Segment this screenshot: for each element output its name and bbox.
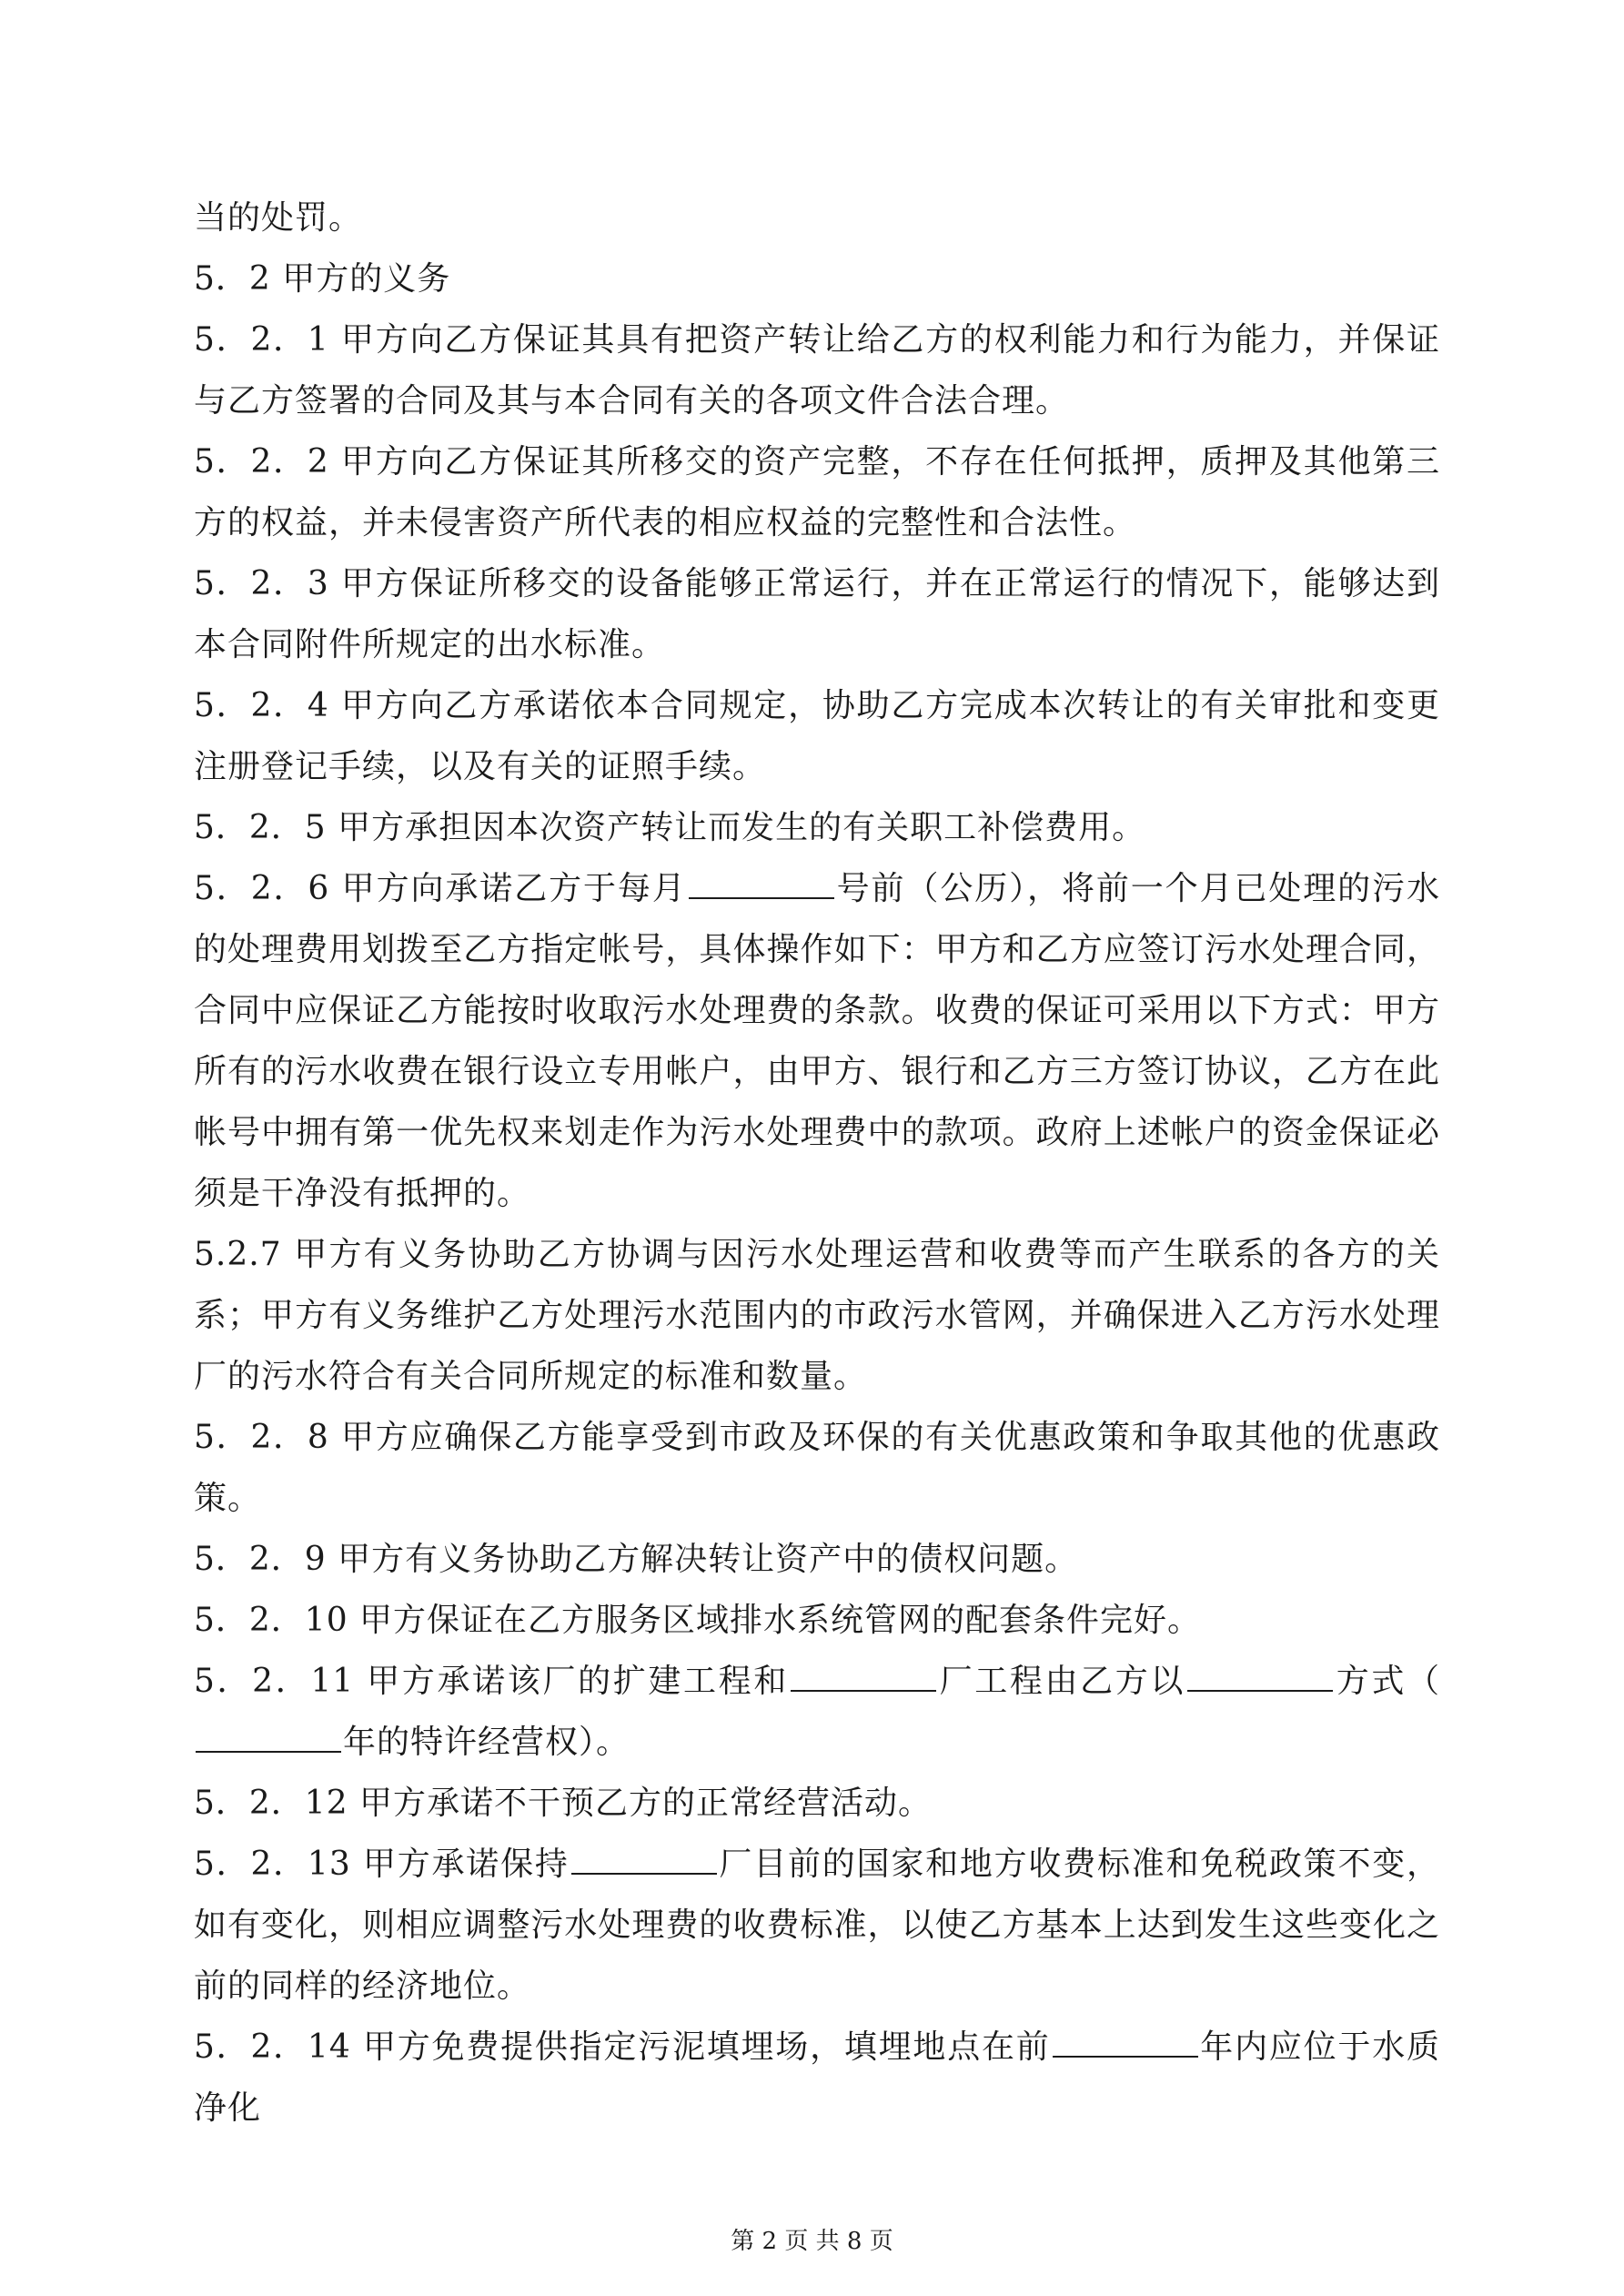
- fill-in-blank: [1053, 2028, 1198, 2058]
- clause-5-2-5: 5．2．5 甲方承担因本次资产转让而发生的有关职工补偿费用。: [194, 809, 1146, 846]
- clause-5-2-7: 5.2.7 甲方有义务协助乙方协调与因污水处理运营和收费等而产生联系的各方的关系；甲方有义务维护乙方处理污水范围内的市政污水管网，并确保进入乙方污水处理厂的污水符合有关合同所规定的标准和数量。: [194, 1236, 1440, 1395]
- clause-5-2-11: 5．2．11 甲方承诺该厂的扩建工程和 厂工程由乙方以 方式（年的特许经营权）。: [194, 1663, 1440, 1761]
- fill-in-blank: [571, 1846, 717, 1875]
- clause-5-2-1: 5．2．1 甲方向乙方保证其具有把资产转让给乙方的权利能力和行为能力，并保证与乙方签署的合同及其与本合同有关的各项文件合法合理。: [194, 321, 1440, 420]
- clause-5-2-14: 5．2．14 甲方免费提供指定污泥填埋场，填埋地点在前 年内应位于水质净化: [194, 2028, 1440, 2127]
- clause-5-2-10: 5．2．10 甲方保证在乙方服务区域排水系统管网的配套条件完好。: [194, 1602, 1202, 1639]
- clause-5-2-4: 5．2．4 甲方向乙方承诺依本合同规定，协助乙方完成本次转让的有关审批和变更注册登记手续，以及有关的证照手续。: [194, 687, 1440, 785]
- fill-in-blank: [1187, 1663, 1333, 1692]
- clause-5-2-13: 5．2．13 甲方承诺保持 厂目前的国家和地方收费标准和免税政策不变，如有变化，则相应调整污水处理费的收费标准，以使乙方基本上达到发生这些变化之前的同样的经济地位。: [194, 1846, 1440, 2005]
- clause-5-2-3: 5．2．3 甲方保证所移交的设备能够正常运行，并在正常运行的情况下，能够达到本合同附件所规定的出水标准。: [194, 565, 1440, 663]
- fill-in-blank: [791, 1663, 936, 1692]
- fill-in-blank: [689, 870, 834, 899]
- clause-5-2-12: 5．2．12 甲方承诺不干预乙方的正常经营活动。: [194, 1785, 933, 1822]
- page-number-footer: 第 2 页 共 8 页: [731, 2228, 893, 2255]
- clause-5-2-2: 5．2．2 甲方向乙方保证其所移交的资产完整，不存在任何抵押，质押及其他第三方的权益，并未侵害资产所代表的相应权益的完整性和合法性。: [194, 443, 1440, 541]
- document-body: [194, 187, 1440, 2139]
- paragraph-continuation: 当的处罚。: [194, 199, 363, 237]
- clause-5-2-8: 5．2．8 甲方应确保乙方能享受到市政及环保的有关优惠政策和争取其他的优惠政策。: [194, 1419, 1440, 1517]
- fill-in-blank: [196, 1724, 341, 1753]
- section-heading-5-2: 5．2 甲方的义务: [194, 260, 451, 298]
- clause-5-2-6: 5．2．6 甲方向承诺乙方于每月 号前（公历），将前一个月已处理的污水的处理费用划拨至乙方指定帐号，具体操作如下：甲方和乙方应签订污水处理合同，合同中应保证乙方能按时收取污水处理费的条款。收费的保证可采用以下方式：甲方所有的污水收费在银行设立专用帐户，由甲方、银行和乙方三方签订协议，乙方在此帐号中拥有第一优先权来划走作为污水处理费中的款项。政府上述帐户的资金保证必须是干净没有抵押的。: [194, 870, 1440, 1212]
- clause-5-2-9: 5．2．9 甲方有义务协助乙方解决转让资产中的债权问题。: [194, 1541, 1079, 1578]
